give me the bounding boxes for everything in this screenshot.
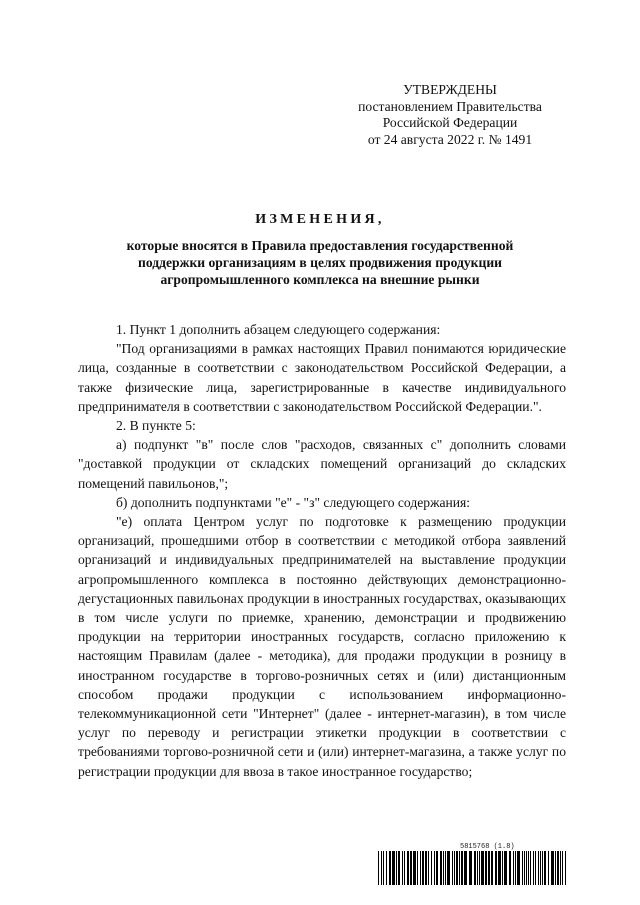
barcode-block <box>378 843 568 885</box>
approval-line: постановлением Правительства <box>358 98 542 114</box>
barcode-graphic <box>378 851 568 885</box>
subtitle-line: поддержки организациям в целях продвижения продукции <box>138 254 502 270</box>
approval-block <box>330 82 570 148</box>
subtitle-line: агропромышленного комплекса на внешние рынки <box>160 271 480 287</box>
subtitle-line: которые вносятся в Правила предоставления государственной <box>126 238 514 253</box>
document-subtitle <box>90 238 550 288</box>
barcode-code: 5815768 (1.8) <box>460 843 515 851</box>
approval-heading: УТВЕРЖДЕНЫ <box>403 82 497 97</box>
paragraph: а) подпункт "в" после слов "расходов, связанных с" дополнить словами "доставкой продукции от складских помещений организаций до складских помещений павильонов,"; <box>78 437 566 491</box>
approval-line: Российской Федерации <box>382 115 518 130</box>
approval-date: от 24 августа 2022 г. № 1491 <box>367 131 533 147</box>
paragraph: "е) оплата Центром услуг по подготовке к размещению продукции организаций, прошедшими отбор в соответствии с методикой отбора заявлений организаций и индивидуальных предпринимателей на выставление продукции агропромышленного комплекса в постоянно действующих демонстрационно-дегустационных павильонах продукции в иностранных государствах, оказывающих в том числе услуги по приемке, хранению, демонстрации и продвижению продукции на территории иностранных государств, согласно приложению к настоящим Правилам (далее - методика), для продажи продукции в розницу в иностранном государстве в торгово-розничных сетях и (или) дистанционным способом продажи продукции с использованием информационно-телекоммуникационной сети "Интернет" (далее - интернет-магазин), в том числе услуг по переводу и регистрации этикетки продукции в соответствии с требованиями торгово-розничной сети и (или) интернет-магазина, а также услуг по регистрации продукции для ввоза в такое иностранное государство; <box>78 514 566 779</box>
paragraph: 1. Пункт 1 дополнить абзацем следующего содержания: <box>116 322 441 337</box>
paragraph: 2. В пункте 5: <box>116 418 196 434</box>
paragraph: б) дополнить подпунктами "е" - "з" следующего содержания: <box>116 494 471 510</box>
document-body <box>78 320 566 781</box>
barcode-image <box>378 851 568 885</box>
document-title: ИЗМЕНЕНИЯ, <box>255 212 385 227</box>
paragraph: "Под организациями в рамках настоящих Правил понимаются юридические лица, созданные в соответствии с законодательством Российской Федерации, а также физические лица, зарегистрированные в качестве индивидуального предпринимателя в соответствии с законодательством Российской Федерации.". <box>78 341 566 414</box>
